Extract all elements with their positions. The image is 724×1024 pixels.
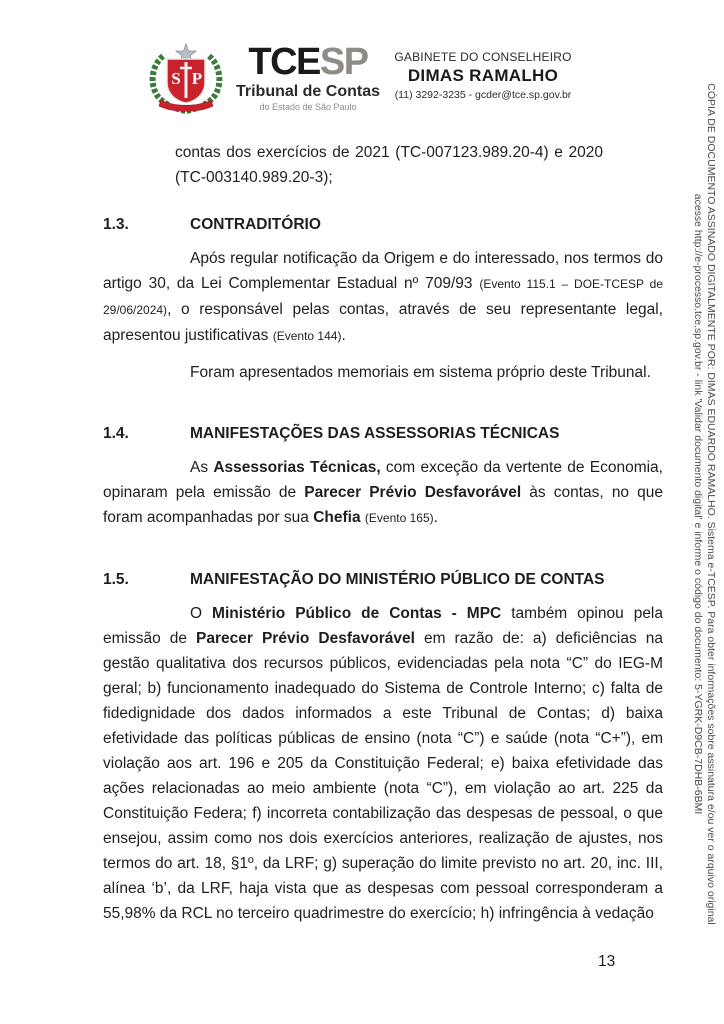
text-segment-small: (Evento 144)	[272, 329, 342, 343]
section-heading	[103, 421, 663, 446]
sections-container	[103, 212, 663, 926]
continuation-paragraph: contas dos exercícios de 2021 (TC-007123.989.20-4) e 2020 (TC-003140.989.20-3);	[175, 144, 603, 186]
acronym-dark-part: TCE	[248, 41, 320, 83]
section-title: MANIFESTAÇÕES DAS ASSESSORIAS TÉCNICAS	[190, 425, 560, 442]
paragraph	[103, 601, 663, 926]
office-contact: (11) 3292-3235 - gcder@tce.sp.gov.br	[394, 89, 572, 101]
office-title: GABINETE DO CONSELHEIRO	[394, 50, 572, 64]
tribunal-name: Tribunal de Contas	[235, 83, 380, 100]
text-segment-bold: Assessorias Técnicas,	[213, 459, 381, 476]
text-segment-small: (Evento 165)	[364, 511, 434, 525]
text-segment-bold: Parecer Prévio Desfavorável	[196, 630, 415, 647]
conselheiro-name: DIMAS RAMALHO	[407, 66, 559, 85]
tribunal-subname: do Estado de São Paulo	[259, 102, 357, 112]
section-number: 1.4.	[103, 425, 129, 442]
text-segment-regular: também opinou pela emissão de	[103, 605, 663, 647]
text-segment-regular: O	[190, 605, 213, 622]
document-section	[103, 567, 663, 926]
paragraph	[103, 246, 663, 349]
acronym-light-part: SP	[319, 41, 368, 83]
section-title: CONTRADITÓRIO	[190, 216, 321, 233]
section-paragraphs	[103, 601, 663, 926]
watermark-line-1: CÓPIA DE DOCUMENTO ASSINADO DIGITALMENTE POR: DIMAS EDUARDO RAMALHO. Sistema e-TCESP. Para obter informações sobre assinatura e/ou ver o arquivo original	[705, 83, 717, 925]
text-segment-regular: Após regular notificação da Origem e do interessado, nos termos do artigo 30, da Lei Complementar Estadual nº 709/93	[103, 250, 663, 292]
document-section	[103, 212, 663, 385]
text-segment-regular: Foram apresentados memoriais em sistema próprio deste Tribunal.	[190, 364, 651, 381]
section-title: MANIFESTAÇÃO DO MINISTÉRIO PÚBLICO DE CONTAS	[190, 571, 605, 588]
section-heading	[103, 212, 663, 237]
tcesp-acronym	[233, 42, 383, 82]
document-body	[103, 140, 663, 926]
text-segment-regular: .	[433, 509, 438, 526]
document-section	[103, 421, 663, 531]
paragraph	[103, 455, 663, 531]
section-number: 1.5.	[103, 571, 129, 588]
section-number: 1.3.	[103, 216, 129, 233]
office-block	[383, 50, 583, 101]
text-segment-regular: , o responsável pelas contas, através de seu representante legal, apresentou justificativas	[103, 301, 663, 344]
text-segment-bold: Ministério Público de Contas - MPC	[212, 605, 502, 622]
paragraph	[103, 360, 663, 385]
text-segment-regular: .	[341, 327, 346, 344]
page-number: 13	[598, 953, 616, 970]
section-paragraphs	[103, 246, 663, 385]
section-heading	[103, 567, 663, 592]
text-segment-regular: às contas, no que foram acompanhadas por sua	[103, 484, 664, 526]
section-paragraphs	[103, 455, 663, 531]
text-segment-bold: Chefia	[313, 509, 361, 526]
shield-letter-s: S	[171, 69, 181, 88]
sao-paulo-coat-of-arms-icon	[143, 42, 229, 114]
tcesp-wordmark	[233, 42, 383, 112]
text-segment-regular: em razão de: a) deficiências na gestão qualitativa dos recursos públicos, evidenciadas pela nota “C” do IEG-M geral; b) funcionamento inadequado do Sistema de Controle Interno; c) falta de fidedignidade dos dados informados a este Tribunal de Contas; d) baixa efetividade das políticas públicas de ensino (nota “C”) e saúde (nota “C+”), em violação aos art. 196 e 205 da Constituição Federal; e) baixa efetividade das ações relacionadas ao meio ambiente (nota “C”), em violação ao art. 225 da Constituição Federa; f) incorreta contabilização das despesas de pessoal, o que ensejou, assim como nos dois exercícios anteriores, realização de ajustes, nos termos do art. 18, §1º, da LRF; g) superação do limite previsto no art. 20, inc. III, alínea ‘b’, da LRF, haja vista que as despesas com pessoal corresponderam a 55,98% da RCL no terceiro quadrimestre do exercício; h) infringência à vedação	[103, 630, 664, 922]
text-segment-regular: com exceção da vertente de Economia, opinaram pela emissão de	[103, 459, 663, 501]
digital-signature-watermark	[691, 28, 717, 980]
header	[143, 42, 383, 114]
text-segment-small: (Evento 115.1 – DOE-TCESP de 29/06/2024)	[103, 277, 663, 317]
watermark-line-2: acesse http://e-processo.tce.sp.gov.br - link 'Validar documento digital' e informe o código do documento: 5-YGRK-D9CB-7DHB-6BMI	[692, 193, 704, 815]
shield-letter-p: P	[191, 69, 203, 88]
text-segment-bold: Parecer Prévio Desfavorável	[304, 484, 522, 501]
text-segment-regular: As	[190, 459, 214, 476]
